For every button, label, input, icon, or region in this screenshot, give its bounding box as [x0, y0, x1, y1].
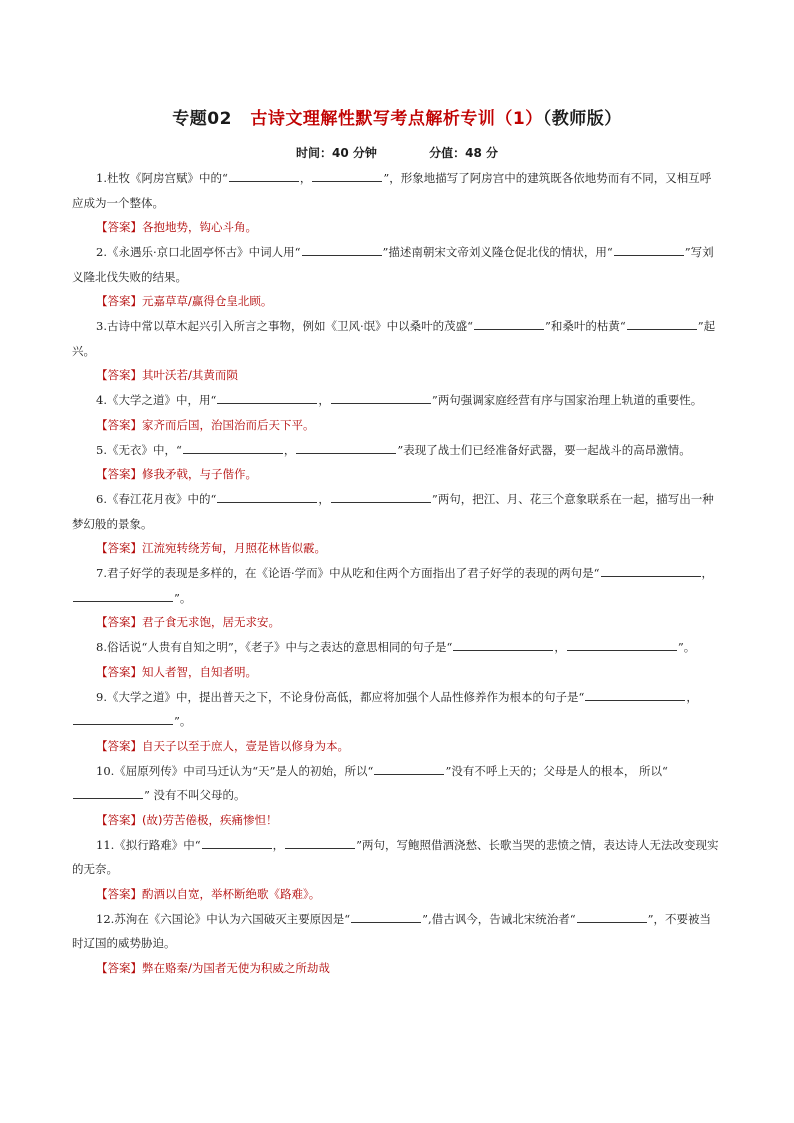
answer-blank[interactable] — [296, 440, 396, 454]
answer-blank[interactable] — [614, 242, 684, 256]
answer-blank[interactable] — [331, 489, 431, 503]
answer-blank[interactable] — [577, 909, 647, 923]
answer-blank[interactable] — [567, 637, 677, 651]
answer-blank[interactable] — [73, 785, 143, 799]
answer-blank[interactable] — [217, 489, 317, 503]
answer-10: 【答案】(故)劳苦倦极，疾痛惨怛！ — [96, 812, 278, 827]
exam-meta — [0, 144, 794, 161]
answer-blank[interactable] — [453, 637, 553, 651]
answer-blank[interactable] — [585, 687, 685, 701]
title-suffix: （教师版） — [542, 109, 622, 129]
answer-12: 【答案】弊在赂秦/为国者无使为积威之所劫哉 — [96, 960, 330, 975]
answer-blank[interactable] — [374, 761, 444, 775]
answer-6: 【答案】江流宛转绕芳甸，月照花林皆似霰。 — [96, 541, 326, 555]
question-list — [72, 166, 722, 981]
answer-8: 【答案】知人者智，自知者明。 — [96, 664, 257, 679]
title-prefix: 专题02 — [172, 109, 232, 129]
question-5: 5.《无衣》中，“ ， ”表现了战士们已经准备好武器，要一起战斗的高昂激情。 — [72, 438, 722, 463]
answer-blank[interactable] — [351, 909, 421, 923]
question-3: 3.古诗中常以草木起兴引入所言之事物，例如《卫风·氓》中以桑叶的茂盛“ ”和桑叶的枯黄“ ”起兴。 — [72, 314, 722, 363]
answer-4: 【答案】家齐而后国，治国治而后天下平。 — [96, 417, 315, 432]
answer-blank[interactable] — [217, 390, 317, 404]
answer-blank[interactable] — [183, 440, 283, 454]
answer-blank[interactable] — [285, 835, 355, 849]
time-limit: 时间：40 分钟 — [296, 146, 377, 160]
answer-7: 【答案】君子食无求饱，居无求安。 — [96, 615, 280, 629]
answer-blank[interactable] — [312, 168, 382, 182]
question-10: 10.《屈原列传》中司马迁认为“天”是人的初始，所以“ ”没有不呼上天的；父母是人的根本， 所以“” 没有不叫父母的。 — [72, 759, 722, 808]
title-main: 古诗文理解性默写考点解析专训（1） — [250, 109, 543, 129]
answer-5: 【答案】修我矛戟，与子偕作。 — [96, 467, 257, 481]
page-title — [0, 104, 794, 129]
question-8: 8.俗话说“人贵有自知之明”，《老子》中与之表达的意思相同的句子是“ ， ”。 — [72, 635, 722, 660]
answer-blank[interactable] — [627, 316, 697, 330]
answer-blank[interactable] — [474, 316, 544, 330]
answer-9: 【答案】自天子以至于庶人，壹是皆以修身为本。 — [96, 738, 349, 753]
score-value: 分值：48 分 — [429, 146, 498, 160]
question-2: 2.《永遇乐·京口北固亭怀古》中词人用“ ”描述南朝宋文帝刘义隆仓促北伐的情状，用“ ”写刘义隆北伐失败的结果。 — [72, 240, 722, 289]
answer-3: 【答案】其叶沃若/其黄而陨 — [96, 368, 238, 382]
question-6: 6.《春江花月夜》中的“ ， ”两句，把江、月、花三个意象联系在一起，描写出一种梦幻般的景象。 — [72, 487, 722, 536]
question-12: 12.苏洵在《六国论》中认为六国破灭主要原因是“ ”,借古讽今，告诫北宋统治者“ ”，不要被当时辽国的威势胁迫。 — [72, 907, 722, 956]
question-4: 4.《大学之道》中，用“ ， ”两句强调家庭经营有序与国家治理上轨道的重要性。 — [72, 388, 722, 413]
answer-blank[interactable] — [302, 242, 382, 256]
answer-blank[interactable] — [202, 835, 272, 849]
answer-2: 【答案】元嘉草草/赢得仓皇北顾。 — [96, 294, 273, 308]
answer-blank[interactable] — [73, 588, 173, 602]
answer-blank[interactable] — [601, 563, 701, 577]
question-1: 1.杜牧《阿房宫赋》中的“ ， ”，形象地描写了阿房宫中的建筑既各依地势而有不同，又相互呼应成为一个整体。 — [72, 166, 722, 215]
question-7: 7.君子好学的表现是多样的，在《论语·学而》中从吃和住两个方面指出了君子好学的表现的两句是“ ，”。 — [72, 561, 722, 610]
question-9: 9.《大学之道》中，提出普天之下，不论身份高低，都应将加强个人品性修养作为根本的句子是“ ，”。 — [72, 685, 722, 734]
answer-blank[interactable] — [73, 711, 173, 725]
answer-blank[interactable] — [331, 390, 431, 404]
question-11: 11.《拟行路难》中“ ， ”两句，写鲍照借酒浇愁、长歌当哭的悲愤之情，表达诗人无法改变现实的无奈。 — [72, 833, 722, 882]
answer-1: 【答案】各抱地势，钩心斗角。 — [96, 220, 257, 234]
answer-11: 【答案】酌酒以自宽，举杯断绝歌《路难》。 — [96, 886, 321, 901]
answer-blank[interactable] — [229, 168, 299, 182]
